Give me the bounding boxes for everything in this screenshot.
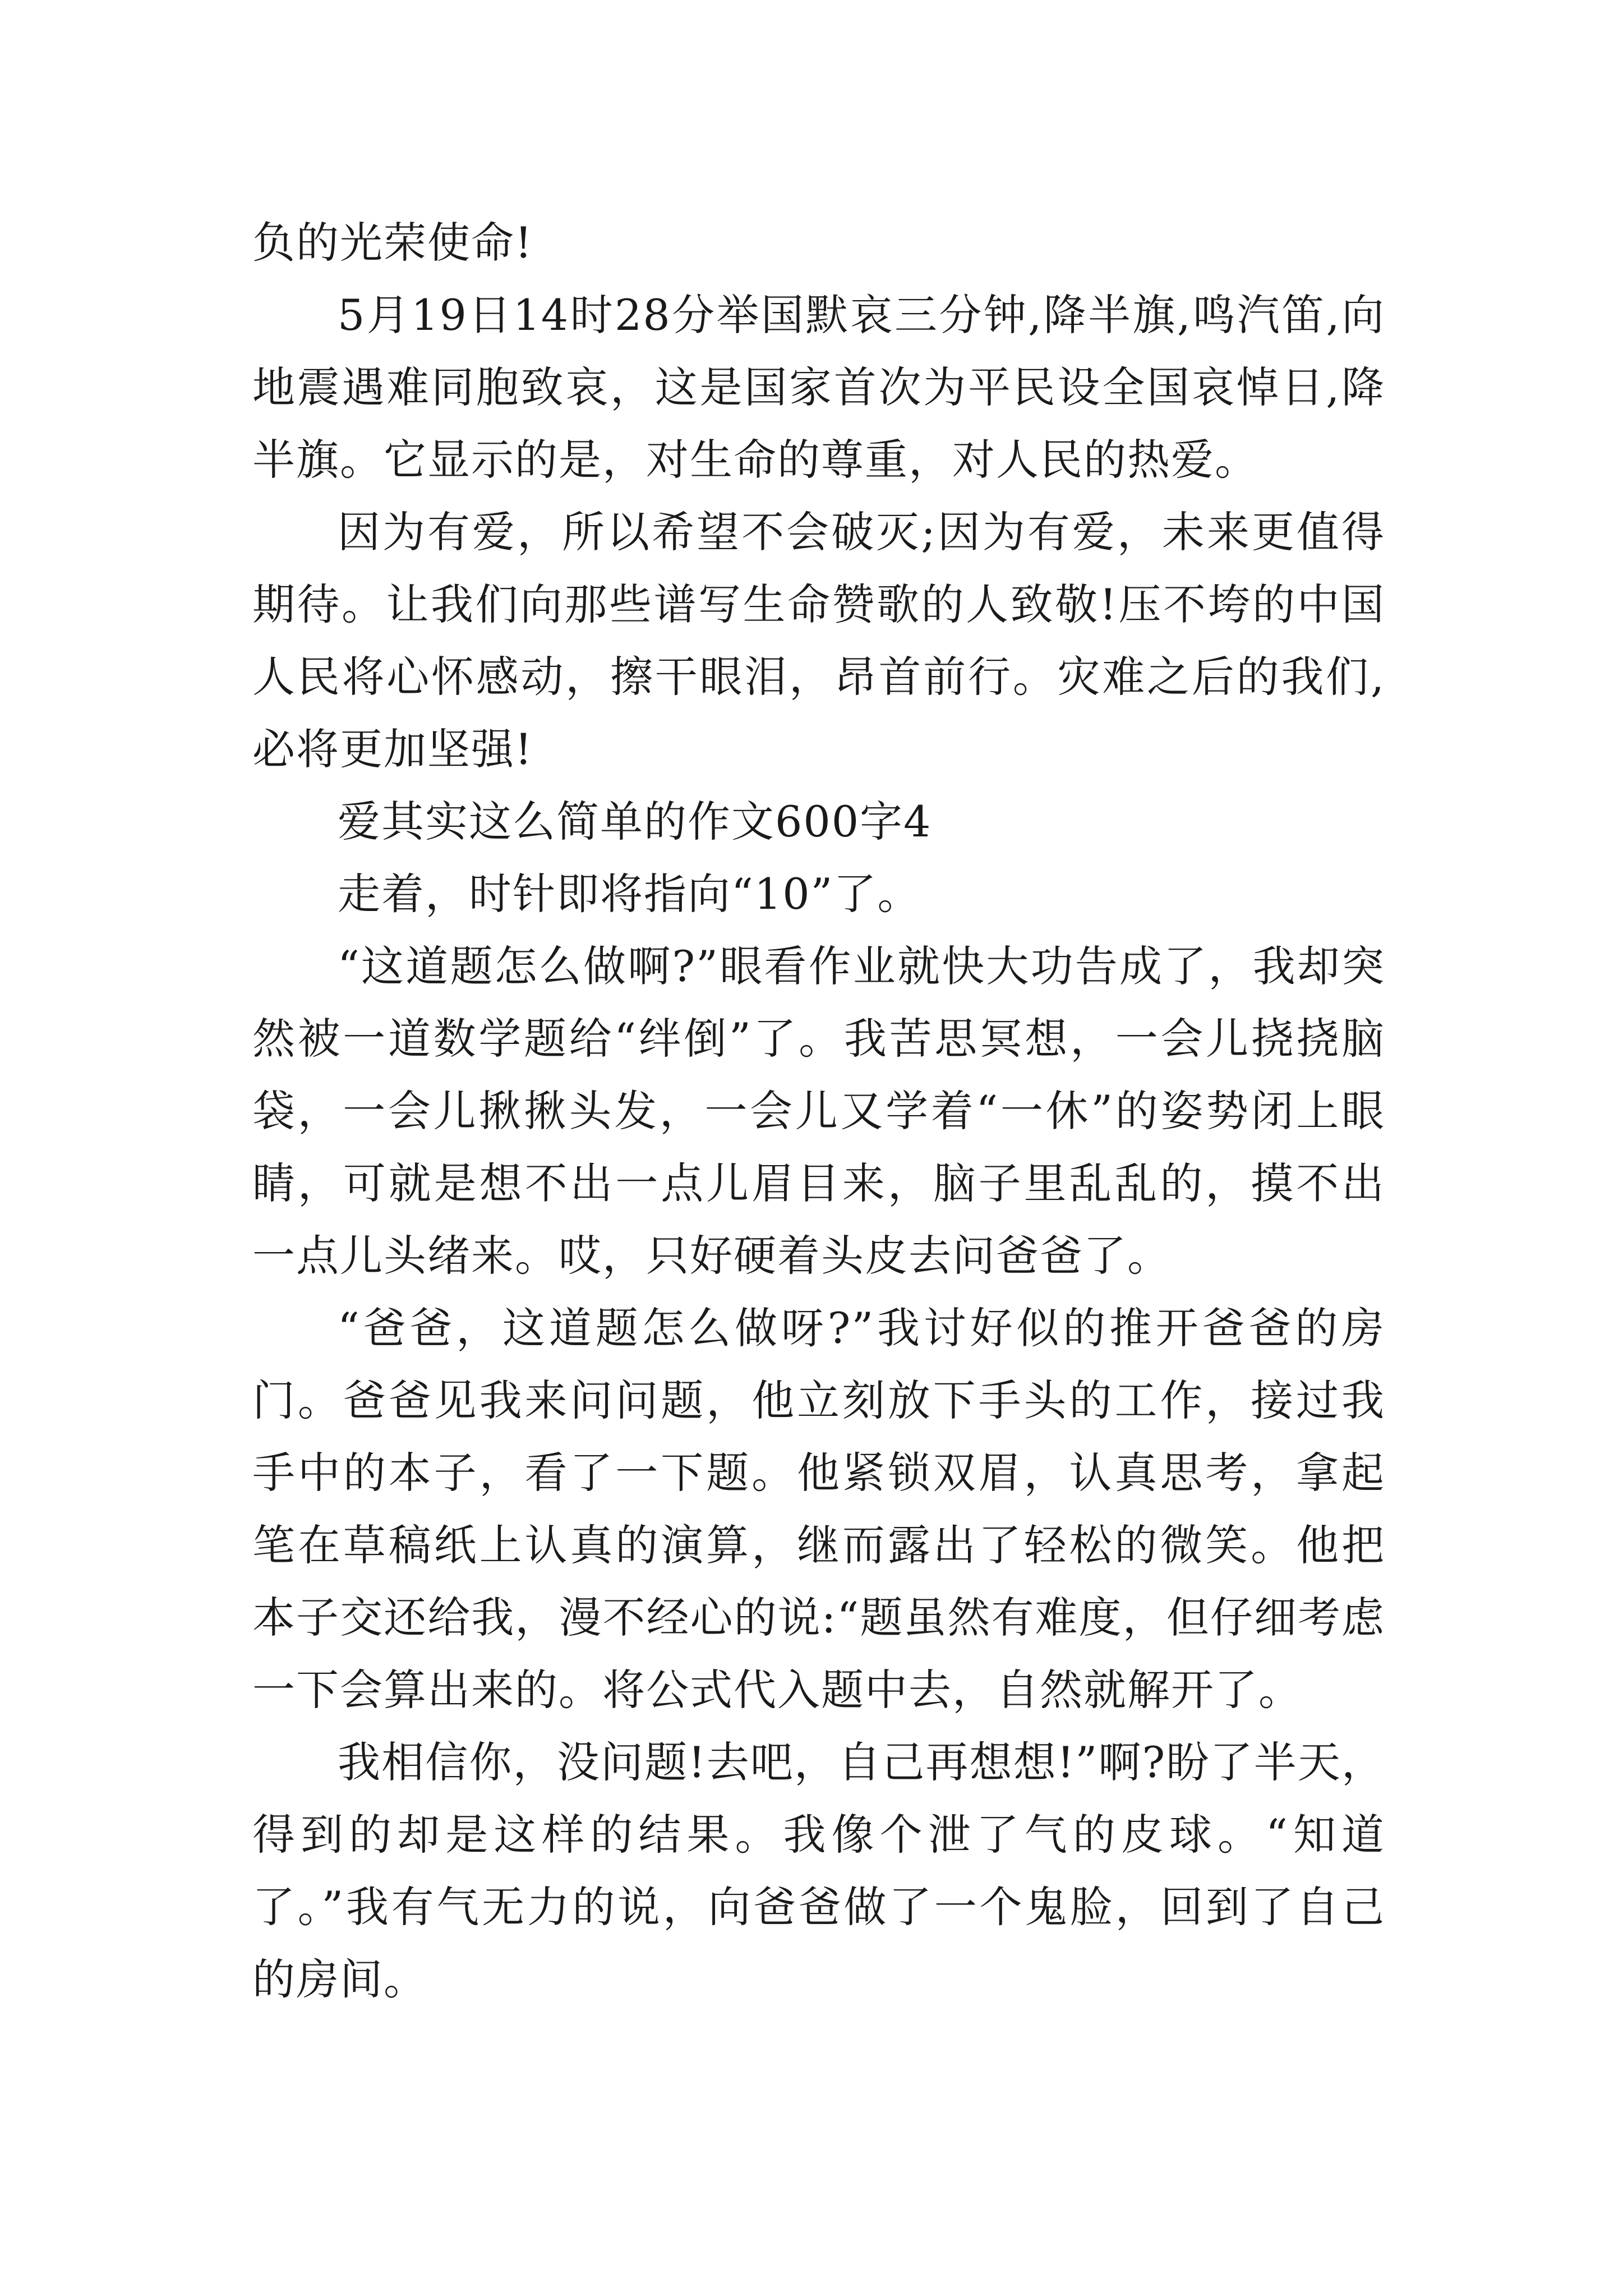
paragraph-mourning-day: 5月19日14时28分举国默哀三分钟,降半旗,鸣汽笛,向地震遇难同胞致哀，这是国家首次为平民设全国哀悼日,降半旗。它显示的是，对生命的尊重，对人民的热爱。	[252, 290, 1385, 485]
paragraph-disappointment: 我相信你，没问题!去吧，自己再想想!”啊?盼了半天，得到的却是这样的结果。我像个泄了气的皮球。“知道了。”我有气无力的说，向爸爸做了一个鬼脸，回到了自己的房间。	[252, 1737, 1385, 2004]
document-page	[252, 206, 1385, 2016]
paragraph-math-problem: “这道题怎么做啊?”眼看作业就快大功告成了，我却突然被一道数学题给“绊倒”了。我苦思冥想，一会儿挠挠脑袋，一会儿揪揪头发，一会儿又学着“一休”的姿势闭上眼睛，可就是想不出一点儿眉目来，脑子里乱乱的，摸不出一点儿头绪来。哎，只好硬着头皮去问爸爸了。	[252, 941, 1385, 1281]
paragraph-ask-father: “爸爸，这道题怎么做呀?”我讨好似的推开爸爸的房门。爸爸见我来问问题，他立刻放下手头的工作，接过我手中的本子，看了一下题。他紧锁双眉，认真思考，拿起笔在草稿纸上认真的演算，继而露出了轻松的微笑。他把本子交还给我，漫不经心的说:“题虽然有难度，但仔细考虑一下会算出来的。将公式代入题中去，自然就解开了。	[252, 1303, 1385, 1715]
paragraph-continuation: 负的光荣使命!	[252, 218, 533, 268]
essay-heading: 爱其实这么简单的作文600字4	[338, 797, 932, 846]
paragraph-hope: 因为有爱，所以希望不会破灭;因为有爱，未来更值得期待。让我们向那些谱写生命赞歌的人致敬!压不垮的中国人民将心怀感动，擦干眼泪，昂首前行。灾难之后的我们,必将更加坚强!	[252, 507, 1385, 774]
paragraph-clock: 走着，时针即将指向“10”了。	[338, 869, 921, 919]
